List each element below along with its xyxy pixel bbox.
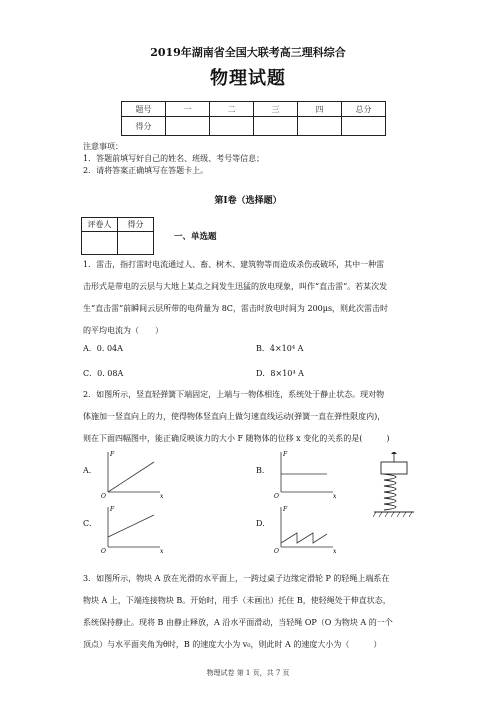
question-3 xyxy=(83,568,423,656)
notes-item: 2．请将答案正确填写在答题卡上。 xyxy=(83,166,209,175)
axis-label-x: x xyxy=(160,493,164,498)
score-row-label: 得分 xyxy=(122,117,166,136)
grader-cell xyxy=(82,232,118,255)
notes-item: 1．答题前填写好自己的姓名、班级、考号等信息； xyxy=(83,154,265,163)
page-footer: 物理试卷 第 1 页，共 7 页 xyxy=(206,669,290,677)
origin-label: O xyxy=(101,493,106,498)
grader-table xyxy=(81,217,154,255)
score-header-cell: 题号 xyxy=(122,102,166,117)
q1-option-d: D．8×10⁴ A xyxy=(256,369,304,378)
grader-cell xyxy=(118,232,154,255)
q2-line: 2．如图所示，竖直轻弹簧下端固定，上端与一物体相连，系统处于静止状态。现对物 xyxy=(83,390,385,399)
score-header-cell: 一 xyxy=(166,102,210,117)
question-1 xyxy=(83,254,423,342)
notes-title: 注意事项： xyxy=(83,142,123,151)
axis-label-x: x xyxy=(160,548,164,553)
score-header-cell: 二 xyxy=(210,102,254,117)
q1-line: 生“直击雷”前瞬间云层所带的电荷量为 8C，雷击时放电时间为 200μs，则此次雷击时 xyxy=(83,304,389,313)
q2-option-d: D． xyxy=(256,519,271,528)
q1-line: 的平均电流为（ ） xyxy=(83,326,163,335)
graph-d xyxy=(273,503,339,553)
score-cell xyxy=(166,117,210,136)
q3-line: 系统保持静止。现将 B 由静止释放，A 沿水平面滑动，当轻绳 OP（O 为物块 A 的一个 xyxy=(83,618,393,627)
score-header-cell: 总分 xyxy=(342,102,386,117)
q1-option-b: B．4×10⁴ A xyxy=(256,344,304,353)
exam-title: 2019年湖南省全国大联考高三理科综合 xyxy=(150,46,346,59)
section-title: 第I卷（选择题） xyxy=(214,196,282,206)
spring-diagram xyxy=(370,452,418,522)
q3-line: 物块 A 上，下端连接物块 B。开始时，用手（未画出）托住 B，使轻绳处于伸直状态， xyxy=(83,596,391,605)
score-header-cell: 三 xyxy=(254,102,298,117)
q1-option-a: A．0. 04A xyxy=(83,344,123,353)
origin-label: O xyxy=(274,548,279,553)
q1-option-c: C．0. 08A xyxy=(83,369,124,378)
q1-line: 击形式是带电的云层与大地上某点之间发生迅猛的放电现象，叫作“直击雷”。若某次发 xyxy=(83,282,388,291)
q1-line: 1．雷击，指打雷时电流通过人、畜、树木、建筑物等而造成杀伤或破坏，其中一种雷 xyxy=(83,260,385,269)
subject-title: 物理试题 xyxy=(210,68,286,89)
score-cell xyxy=(342,117,386,136)
graph-b xyxy=(273,448,339,498)
q2-line: 体施加一竖直向上的力，使得物体竖直向上做匀速直线运动(弹簧一直在弹性限度内)， xyxy=(83,412,386,421)
graph-c xyxy=(100,503,166,553)
grader-score-label: 得分 xyxy=(118,218,154,232)
grader-label: 评卷人 xyxy=(82,218,118,232)
score-cell xyxy=(254,117,298,136)
q2-option-c: C． xyxy=(83,519,98,528)
part-title: 一、单选题 xyxy=(174,232,217,242)
q2-line: 则在下面四幅图中，能正确反映该力的大小 F 随物体的位移 x 变化的关系的是( ) xyxy=(83,434,390,443)
axis-label-x: x xyxy=(333,493,337,498)
score-cell xyxy=(298,117,342,136)
q2-option-b: B． xyxy=(256,466,270,475)
question-2 xyxy=(83,384,423,450)
axis-label-x: x xyxy=(333,548,337,553)
score-header-cell: 四 xyxy=(298,102,342,117)
graph-a xyxy=(100,448,166,498)
q3-line: 顶点）与水平面夹角为θ时，B 的速度大小为 v₀，则此时 A 的速度大小为（ ） xyxy=(83,640,382,649)
origin-label: O xyxy=(274,493,279,498)
axis-label-f: F xyxy=(283,451,288,458)
axis-label-f: F xyxy=(110,506,115,513)
score-table xyxy=(121,101,386,136)
axis-label-f: F xyxy=(110,451,115,458)
q2-option-a: A． xyxy=(83,466,97,475)
origin-label: O xyxy=(101,548,106,553)
score-cell xyxy=(210,117,254,136)
axis-label-f: F xyxy=(283,506,288,513)
q3-line: 3．如图所示，物块 A 放在光滑的水平面上，一跨过桌子边缘定滑轮 P 的轻绳上端系在 xyxy=(83,574,390,583)
